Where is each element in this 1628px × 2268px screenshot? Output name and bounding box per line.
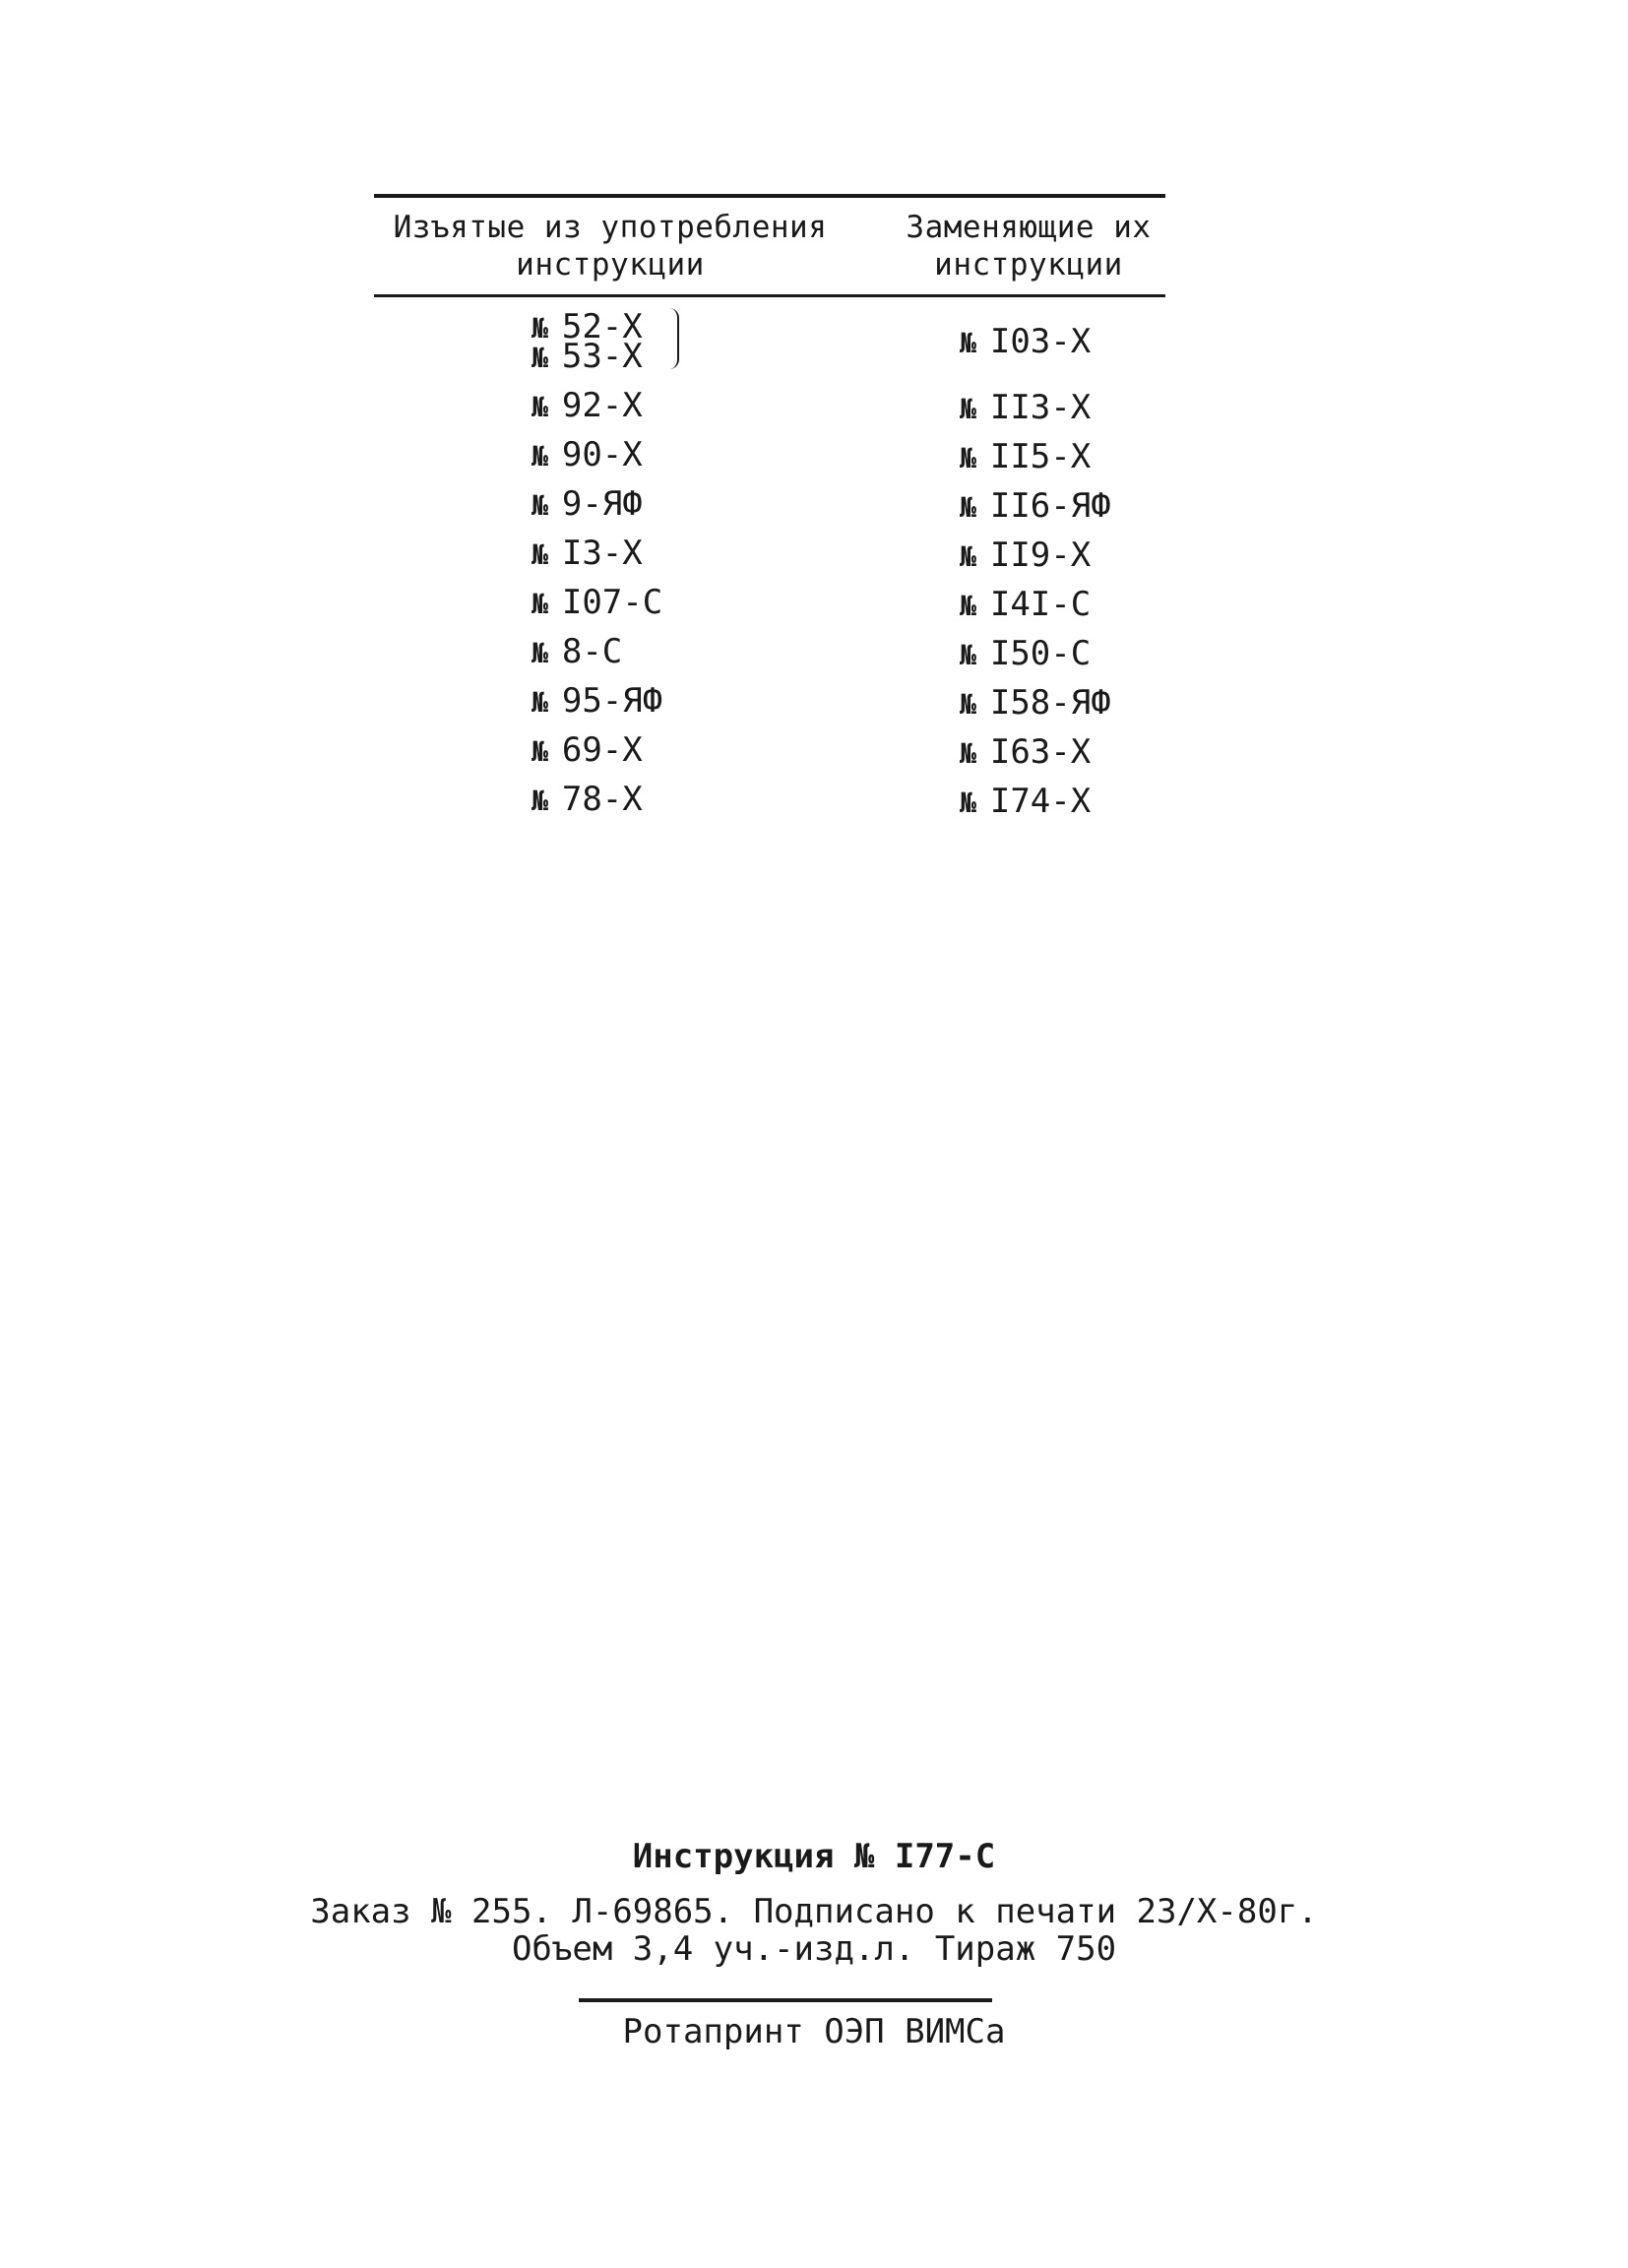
table-header-rule xyxy=(374,294,1165,297)
instruction-title: Инструкция № I77-С xyxy=(632,1837,996,1876)
table-cell-withdrawn xyxy=(532,387,643,426)
number-sign: № xyxy=(960,442,976,474)
instruction-code: 53-Х xyxy=(561,337,643,376)
volume-line: Объем 3,4 уч.-изд.л. Тираж 750 xyxy=(511,1929,1117,1969)
number-sign: № xyxy=(532,735,548,768)
number-sign: № xyxy=(960,787,976,819)
number-sign: № xyxy=(532,391,548,423)
number-sign: № xyxy=(960,327,976,359)
instruction-code: I74-Х xyxy=(989,782,1092,821)
instruction-code: I03-Х xyxy=(989,322,1092,361)
instruction-code: I50-С xyxy=(989,634,1092,673)
order-line: Заказ № 255. Л-69865. Подписано к печати 23/Х-80г. xyxy=(310,1892,1318,1931)
printer-line: Ротапринт ОЭП ВИМСа xyxy=(622,2012,1006,2051)
instruction-code: I3-Х xyxy=(561,534,643,573)
table-cell-replacing xyxy=(960,635,1091,674)
table-cell-withdrawn xyxy=(532,633,622,672)
number-sign: № xyxy=(532,489,548,522)
number-sign: № xyxy=(960,688,976,721)
instruction-code: I07-С xyxy=(561,583,663,622)
instruction-code: II6-ЯФ xyxy=(989,486,1111,526)
instruction-code: 69-Х xyxy=(561,730,643,770)
table-cell-withdrawn xyxy=(532,485,643,525)
number-sign: № xyxy=(532,440,548,472)
instruction-code: 52-Х xyxy=(561,307,643,346)
brace-bracket xyxy=(667,308,679,369)
table-cell-replacing xyxy=(960,684,1111,724)
column-header-withdrawn-line1: Изъятые из употребления xyxy=(393,210,828,245)
number-sign: № xyxy=(960,639,976,671)
table-cell-replacing xyxy=(960,733,1091,773)
instruction-code: II5-Х xyxy=(989,437,1092,476)
column-header-withdrawn-line2: инструкции xyxy=(516,247,705,283)
number-sign: № xyxy=(532,538,548,571)
number-sign: № xyxy=(532,637,548,669)
instruction-code: 9-ЯФ xyxy=(561,484,643,524)
table-cell-withdrawn xyxy=(532,781,643,820)
instruction-code: II9-Х xyxy=(989,536,1092,575)
table-cell-replacing xyxy=(960,487,1111,527)
number-sign: № xyxy=(532,342,548,374)
table-cell-replacing xyxy=(960,323,1091,362)
instruction-code: 78-Х xyxy=(561,780,643,819)
number-sign: № xyxy=(532,312,548,345)
instruction-code: 90-Х xyxy=(561,435,643,474)
table-cell-replacing xyxy=(960,536,1091,576)
table-cell-withdrawn xyxy=(532,436,643,475)
instruction-code: 95-ЯФ xyxy=(561,681,663,721)
instruction-code: 92-Х xyxy=(561,386,643,425)
table-top-rule xyxy=(374,194,1165,198)
table-cell-withdrawn xyxy=(532,584,662,623)
column-header-replacing-line2: инструкции xyxy=(934,247,1123,283)
number-sign: № xyxy=(532,588,548,620)
column-header-replacing xyxy=(891,209,1166,284)
number-sign: № xyxy=(960,393,976,425)
number-sign: № xyxy=(960,737,976,770)
instruction-code: II3-Х xyxy=(989,388,1092,427)
column-header-replacing-line1: Заменяющие их xyxy=(906,210,1152,245)
instruction-code: I58-ЯФ xyxy=(989,683,1111,723)
number-sign: № xyxy=(960,590,976,622)
column-header-withdrawn xyxy=(374,209,846,284)
imprint-rule xyxy=(579,1998,992,2002)
table-cell-replacing xyxy=(960,438,1091,477)
table-cell-withdrawn xyxy=(532,682,662,722)
table-cell-replacing xyxy=(960,389,1091,428)
instruction-code: I4I-С xyxy=(989,585,1092,624)
table-cell-withdrawn xyxy=(532,535,643,574)
instruction-code: 8-С xyxy=(561,632,623,671)
table-cell-withdrawn xyxy=(532,731,643,771)
number-sign: № xyxy=(960,491,976,524)
number-sign: № xyxy=(532,785,548,817)
table-cell-withdrawn xyxy=(532,338,643,377)
instruction-code: I63-Х xyxy=(989,732,1092,772)
table-cell-replacing xyxy=(960,586,1091,625)
table-cell-replacing xyxy=(960,783,1091,822)
number-sign: № xyxy=(532,686,548,719)
number-sign: № xyxy=(960,540,976,573)
